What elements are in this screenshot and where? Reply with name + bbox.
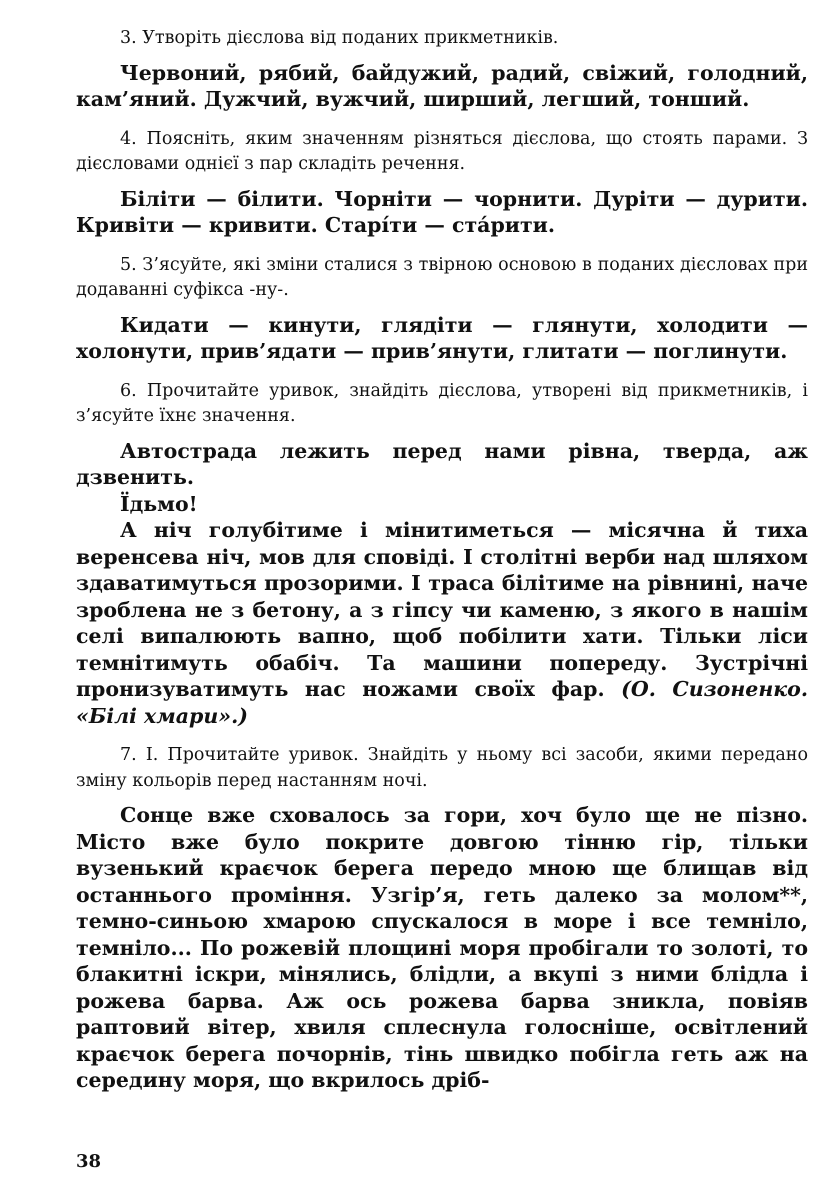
exercise-6-task: 6. Прочитайте уривок, знайдіть дієслова, утворені від прикметників, і з’ясуйте їхнє значення. [76,380,808,426]
exercise-4-text: Біліти — білити. Чорніти — чорнити. Дуріти — дурити. Кривіти — кривити. Старі́ти — ста́рити. [76,186,808,237]
exercise-6-citation: (О. Сизоненко. «Білі хмари».) [76,677,808,728]
page-content [76,26,808,1094]
exercise-6-paragraph [76,517,808,729]
exercise-3-text: Червоний, рябий, байдужий, радий, свіжий, голодний, кам’яний. Дужчий, вужчий, ширший, легший, тонший. [76,60,808,111]
page-number: 38 [76,1151,102,1172]
exercise-7-text: Сонце вже сховалось за гори, хоч було ще не пізно. Місто вже було покрите довгою тінню гір, тільки вузенький краєчок берега передо мною ще блищав від останнього проміння. Узгір’я, геть далеко за молом**, темно-синьою хмарою спускалося в море і все темніло, темніло... По рожевій площині моря пробігали то золоті, то блакитні іскри, мінялись, блідли, а вкупі з ними блідла і рожева барва. Аж ось рожева барва зникла, повіяв раптовий вітер, хвиля сплеснула голосніше, освітлений краєчок берега почорнів, тінь швидко побігла геть аж на середину моря, що вкрилось дріб- [76,803,808,1092]
exercise-4-task: 4. Поясніть, яким значенням різняться дієслова, що стоять парами. З дієсловами однієї з пар складіть речення. [76,128,808,174]
exercise-3-task: 3. Утворіть дієслова від поданих прикметників. [120,28,559,48]
exercise-5-task: 5. З’ясуйте, які зміни сталися з твірною основою в поданих дієсловах при додаванні суфікса -ну-. [76,254,808,300]
exercise-7-task: 7. І. Прочитайте уривок. Знайдіть у ньому всі засоби, якими передано зміну кольорів перед настанням ночі. [76,745,808,791]
exercise-5-text: Кидати — кинути, глядіти — глянути, холодити — холонути, прив’ядати — прив’янути, глитати — поглинути. [76,312,808,363]
exercise-6-paragraph: Їдьмо! [120,491,198,516]
exercise-6-passage: А ніч голубітиме і мінитиметься — місячна й тиха веренсева ніч, мов для сповіді. І столітні верби над шляхом здаватимуться прозорими. І траса білітиме на рівнині, наче зроблена не з бетону, а з гіпсу чи каменю, з якого в нашім селі випалюють вапно, щоб побілити хати. Тільки ліси темнітимуть обабіч. Та машини попереду. Зустрічні пронизуватимуть нас ножами своїх фар. [76,518,808,701]
exercise-6-paragraph: Автострада лежить перед нами рівна, тверда, аж дзвенить. [76,438,808,489]
